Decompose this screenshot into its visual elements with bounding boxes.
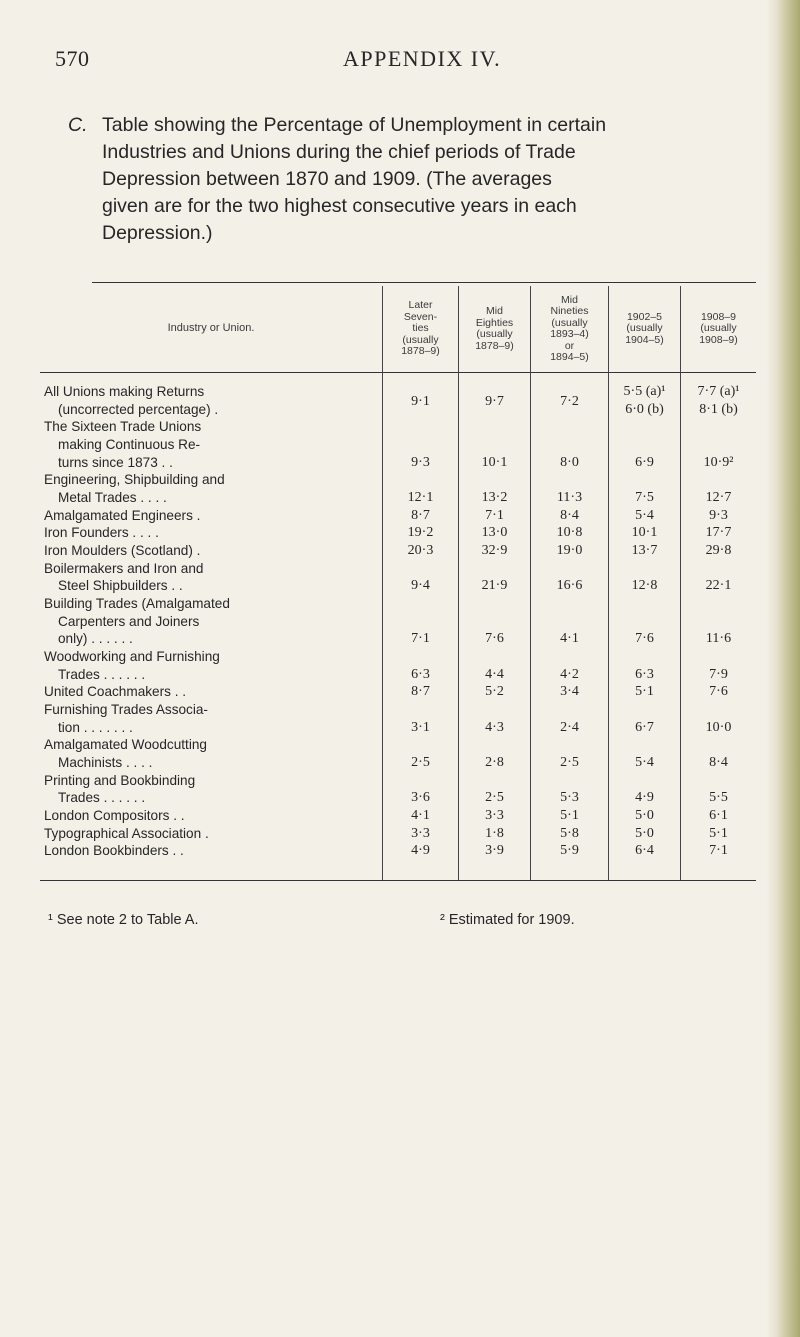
cell-mid-eighties: 10·1	[481, 455, 508, 470]
industry-line: Trades . . . . . .	[58, 667, 146, 682]
cell-later-seventies: 8·7	[411, 684, 430, 699]
industry-line: (uncorrected percentage) .	[58, 402, 219, 417]
cell-1908-9: 8·1 (b)	[699, 402, 738, 417]
industry-line: The Sixteen Trade Unions	[44, 419, 202, 434]
cell-1908-9: 7·6	[709, 684, 728, 699]
industry-line: turns since 1873 . .	[58, 455, 173, 470]
cell-mid-eighties: 2·5	[485, 790, 504, 805]
industry-line: Engineering, Shipbuilding and	[44, 472, 225, 487]
header-rule	[40, 372, 756, 373]
footnote-2: ² Estimated for 1909.	[440, 912, 575, 928]
cell-1908-9: 8·4	[709, 755, 728, 770]
cell-1902-5: 6·3	[635, 667, 654, 682]
industry-line: United Coachmakers . .	[44, 684, 187, 699]
industry-line: Steel Shipbuilders . .	[58, 578, 183, 593]
cell-later-seventies: 9·4	[411, 578, 430, 593]
caption-letter: C.	[68, 114, 88, 136]
cell-mid-eighties: 7·1	[485, 508, 504, 523]
cell-later-seventies: 3·6	[411, 790, 430, 805]
cell-mid-nineties: 3·4	[560, 684, 579, 699]
cell-mid-nineties: 5·3	[560, 790, 579, 805]
running-head: APPENDIX IV.	[343, 46, 502, 71]
cell-later-seventies: 4·1	[411, 808, 430, 823]
cell-mid-nineties: 10·8	[556, 525, 583, 540]
table-top-rule	[92, 282, 756, 283]
cell-1902-5: 7·5	[635, 490, 654, 505]
cell-mid-nineties: 2·4	[560, 720, 579, 735]
header-industry: Industry or Union.	[167, 322, 255, 335]
cell-1902-5: 5·0	[635, 808, 654, 823]
industry-line: Typographical Association .	[44, 826, 209, 841]
cell-later-seventies: 6·3	[411, 667, 430, 682]
caption-line: Depression.)	[102, 222, 213, 244]
industry-line: only) . . . . . .	[58, 631, 133, 646]
footnote-1: ¹ See note 2 to Table A.	[48, 912, 199, 928]
cell-later-seventies: 19·2	[407, 525, 434, 540]
cell-1908-9: 7·9	[709, 667, 728, 682]
header-1902-5: 1902–5 (usually 1904–5)	[625, 310, 664, 346]
industry-line: tion . . . . . . .	[58, 720, 133, 735]
cell-mid-eighties: 2·8	[485, 755, 504, 770]
cell-later-seventies: 2·5	[411, 755, 430, 770]
cell-mid-nineties: 8·4	[560, 508, 579, 523]
cell-1908-9: 29·8	[705, 543, 732, 558]
cell-mid-nineties: 5·9	[560, 843, 579, 858]
cell-1908-9: 7·7 (a)¹	[697, 384, 740, 399]
industry-line: All Unions making Returns	[44, 384, 205, 399]
cell-1902-5: 13·7	[631, 543, 658, 558]
cell-later-seventies: 3·3	[411, 826, 430, 841]
cell-later-seventies: 9·3	[411, 455, 430, 470]
cell-1908-9: 10·9²	[703, 455, 734, 470]
cell-mid-eighties: 7·6	[485, 631, 504, 646]
cell-mid-nineties: 5·8	[560, 826, 579, 841]
cell-1908-9: 22·1	[705, 578, 732, 593]
cell-1908-9: 6·1	[709, 808, 728, 823]
cell-1908-9: 5·1	[709, 826, 728, 841]
cell-1902-5: 5·4	[635, 755, 654, 770]
cell-1902-5: 6·0 (b)	[625, 402, 664, 417]
cell-1902-5: 5·1	[635, 684, 654, 699]
cell-1908-9: 5·5	[709, 790, 728, 805]
footnotes	[48, 912, 748, 934]
cell-1902-5: 5·5 (a)¹	[623, 384, 666, 399]
cell-mid-eighties: 13·2	[481, 490, 508, 505]
cell-mid-nineties: 2·5	[560, 755, 579, 770]
cell-mid-nineties: 16·6	[556, 578, 583, 593]
caption-line: Industries and Unions during the chief periods of Trade	[102, 141, 576, 163]
cell-mid-eighties: 13·0	[481, 525, 508, 540]
industry-line: Metal Trades . . . .	[58, 490, 167, 505]
industry-line: London Compositors . .	[44, 808, 185, 823]
cell-1902-5: 12·8	[631, 578, 658, 593]
cell-1908-9: 12·7	[705, 490, 732, 505]
header-mid-eighties: Mid Eighties (usually 1878–9)	[475, 305, 514, 352]
industry-line: Trades . . . . . .	[58, 790, 146, 805]
cell-mid-nineties: 11·3	[556, 490, 583, 505]
header-1908-9: 1908–9 (usually 1908–9)	[699, 310, 738, 346]
industry-line: Furnishing Trades Associa-	[44, 702, 208, 717]
cell-mid-eighties: 1·8	[485, 826, 504, 841]
cell-1908-9: 7·1	[709, 843, 728, 858]
industry-line: Carpenters and Joiners	[58, 614, 200, 629]
cell-1902-5: 5·4	[635, 508, 654, 523]
cell-later-seventies: 12·1	[407, 490, 434, 505]
industry-line: Iron Founders . . . .	[44, 525, 159, 540]
cell-1902-5: 6·9	[635, 455, 654, 470]
industry-line: London Bookbinders . .	[44, 843, 184, 858]
cell-mid-eighties: 3·9	[485, 843, 504, 858]
unemployment-table	[40, 282, 760, 902]
cell-mid-nineties: 5·1	[560, 808, 579, 823]
industry-line: Amalgamated Woodcutting	[44, 737, 207, 752]
cell-later-seventies: 3·1	[411, 720, 430, 735]
cell-1902-5: 5·0	[635, 826, 654, 841]
header-later-seventies: Later Seven- ties (usually 1878–9)	[401, 299, 440, 358]
cell-1902-5: 10·1	[631, 525, 658, 540]
cell-mid-eighties: 9·7	[485, 394, 504, 409]
industry-line: Printing and Bookbinding	[44, 773, 196, 788]
page-header	[55, 46, 755, 76]
cell-mid-eighties: 4·3	[485, 720, 504, 735]
cell-1902-5: 6·7	[635, 720, 654, 735]
industry-line: Woodworking and Furnishing	[44, 649, 220, 664]
cell-1908-9: 9·3	[709, 508, 728, 523]
cell-later-seventies: 20·3	[407, 543, 434, 558]
cell-mid-nineties: 4·2	[560, 667, 579, 682]
cell-later-seventies: 8·7	[411, 508, 430, 523]
cell-mid-nineties: 8·0	[560, 455, 579, 470]
cell-1902-5: 4·9	[635, 790, 654, 805]
cell-mid-nineties: 7·2	[560, 394, 579, 409]
industry-line: Machinists . . . .	[58, 755, 153, 770]
cell-1908-9: 11·6	[705, 631, 732, 646]
cell-mid-eighties: 3·3	[485, 808, 504, 823]
caption-line: Table showing the Percentage of Unemployment in certain	[102, 114, 607, 136]
caption-line: given are for the two highest consecutive years in each	[102, 195, 577, 217]
cell-later-seventies: 7·1	[411, 631, 430, 646]
cell-mid-eighties: 21·9	[481, 578, 508, 593]
industry-line: Amalgamated Engineers .	[44, 508, 201, 523]
table-caption	[68, 112, 752, 247]
cell-mid-nineties: 19·0	[556, 543, 583, 558]
cell-1902-5: 7·6	[635, 631, 654, 646]
cell-1908-9: 10·0	[705, 720, 732, 735]
cell-later-seventies: 4·9	[411, 843, 430, 858]
cell-later-seventies: 9·1	[411, 394, 430, 409]
caption-line: Depression between 1870 and 1909. (The averages	[102, 168, 552, 190]
cell-1902-5: 6·4	[635, 843, 654, 858]
cell-mid-nineties: 4·1	[560, 631, 579, 646]
industry-line: Building Trades (Amalgamated	[44, 596, 230, 611]
header-mid-nineties: Mid Nineties (usually 1893–4) or 1894–5)	[550, 293, 589, 363]
industry-line: making Continuous Re-	[58, 437, 201, 452]
industry-line: Boilermakers and Iron and	[44, 561, 204, 576]
industry-line: Iron Moulders (Scotland) .	[44, 543, 201, 558]
cell-mid-eighties: 32·9	[481, 543, 508, 558]
cell-1908-9: 17·7	[705, 525, 732, 540]
page-number: 570	[55, 46, 90, 71]
table-bottom-rule	[40, 880, 756, 881]
cell-mid-eighties: 5·2	[485, 684, 504, 699]
cell-mid-eighties: 4·4	[485, 667, 504, 682]
page-edge-shadow	[766, 0, 800, 1337]
